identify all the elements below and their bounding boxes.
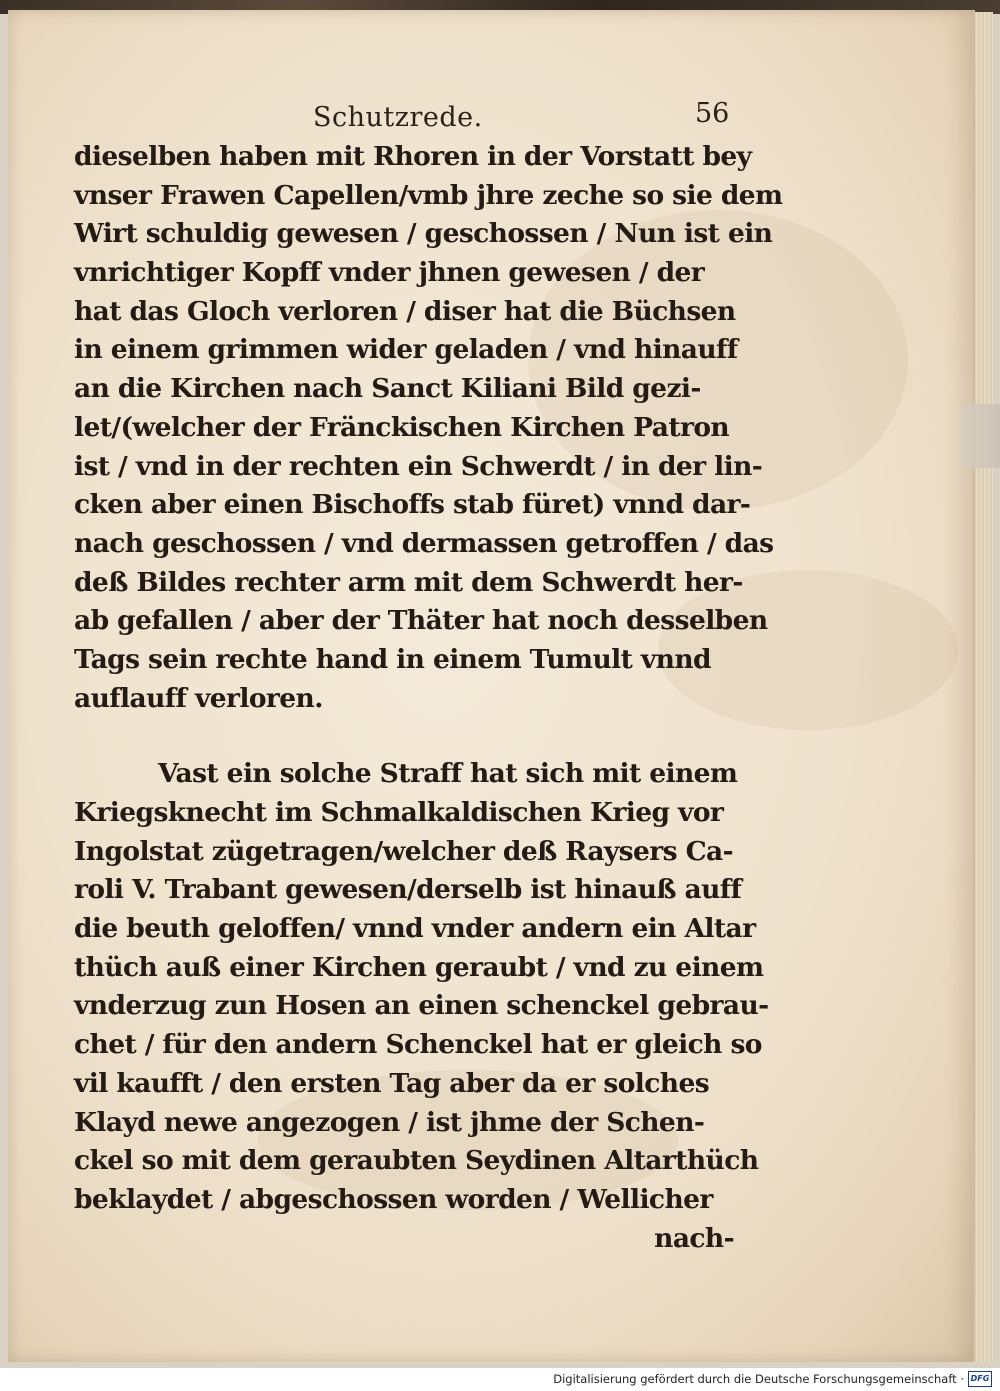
paragraph-gap (74, 718, 734, 755)
text-line: vnrichtiger Kopff vnder jhnen gewesen / der (74, 257, 705, 289)
running-head: Schutzrede. (313, 102, 483, 133)
text-line: vnser Frawen Capellen/vmb jhre zeche so sie dem (74, 179, 783, 211)
text-line: nach geschossen / vnd dermassen getroffen / das (74, 527, 774, 559)
text-line: vil kaufft / den ersten Tag aber da er solches (74, 1067, 710, 1099)
text-line: Ingolstat zügetragen/welcher deß Raysers Ca- (74, 835, 734, 867)
text-line: ab gefallen / aber der Thäter hat noch desselben (74, 605, 768, 637)
text-line: Wirt schuldig gewesen / geschossen / Nun ist ein (74, 218, 773, 250)
text-line: hat das Gloch verloren / diser hat die Büchsen (74, 295, 736, 327)
book-page (8, 10, 975, 1362)
text-line: deß Bildes rechter arm mit dem Schwerdt her- (74, 566, 743, 598)
page-stack-edge (973, 12, 993, 1362)
text-line: chet / für den andern Schenckel hat er gleich so (74, 1029, 762, 1061)
digitization-footer (0, 1368, 1000, 1391)
page-number: 56 (695, 98, 730, 129)
body-text (74, 138, 783, 1258)
paragraph-2 (74, 755, 769, 1258)
page-tab-marker (960, 404, 1000, 468)
text-line: thüch auß einer Kirchen geraubt / vnd zu einem (74, 951, 764, 983)
catchword: nach- (654, 1222, 734, 1254)
text-line: Vast ein solche Straff hat sich mit einem (158, 758, 738, 790)
text-line: ckel so mit dem geraubten Seydinen Altarthüch (74, 1145, 759, 1177)
text-line: an die Kirchen nach Sanct Kiliani Bild gezi- (74, 373, 701, 405)
dfg-logo-icon: DFG (968, 1371, 992, 1387)
text-line: cken aber einen Bischoffs stab füret) vnnd dar- (74, 489, 751, 521)
text-line: Kriegsknecht im Schmalkaldischen Krieg vor (74, 797, 724, 828)
text-line: auflauff verloren. (74, 682, 323, 714)
paragraph-1 (74, 138, 783, 718)
page-header (8, 96, 973, 136)
text-line: vnderzug zun Hosen an einen schenckel gebrau- (74, 990, 769, 1022)
text-line: ist / vnd in der rechten ein Schwerdt / in der lin- (74, 450, 763, 482)
text-line: let/(welcher der Fränckischen Kirchen Patron (74, 411, 730, 443)
text-line: Tags sein rechte hand in einem Tumult vnnd (74, 643, 711, 675)
text-line: roli V. Trabant gewesen/derselb ist hinauß auff (74, 874, 742, 906)
text-line: die beuth geloffen/ vnnd vnder andern ein Altar (74, 913, 756, 945)
text-line: beklaydet / abgeschossen worden / Wellicher (74, 1183, 713, 1215)
text-line: dieselben haben mit Rhoren in der Vorstatt bey (74, 141, 752, 172)
text-line: Klayd newe angezogen / ist jhme der Schen- (74, 1106, 705, 1138)
funding-credit: Digitalisierung gefördert durch die Deutsche Forschungsgemeinschaft · (553, 1372, 964, 1386)
text-line: in einem grimmen wider geladen / vnd hinauff (74, 334, 738, 366)
